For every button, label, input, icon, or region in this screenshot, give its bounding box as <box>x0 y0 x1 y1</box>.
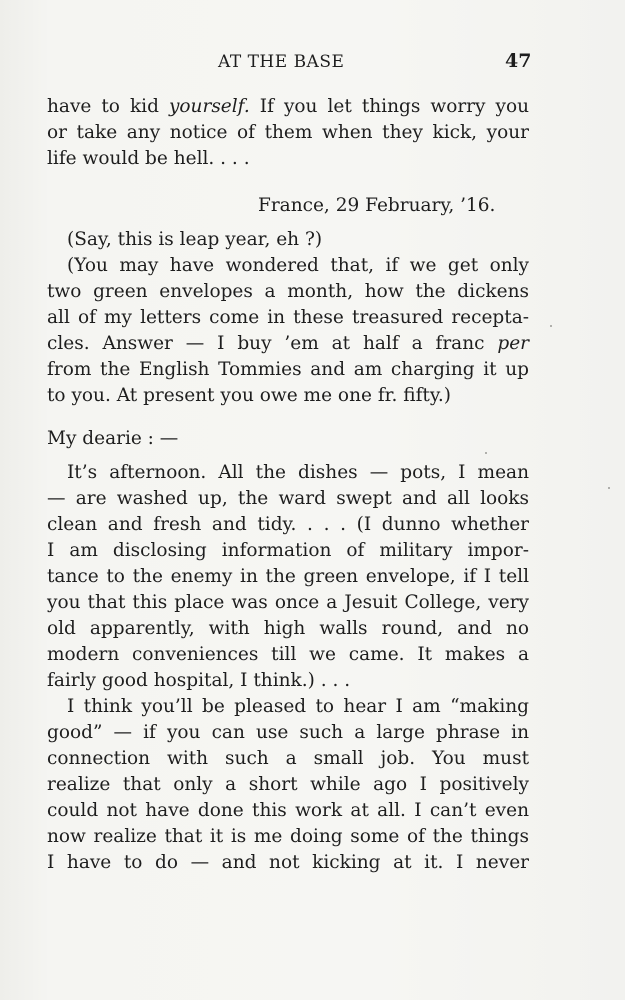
text-line: life would be hell. . . . <box>47 148 250 169</box>
text-line: tance to the enemy in the green envelope, if I tell <box>47 566 529 587</box>
paper-speck <box>485 452 487 454</box>
text-line: clean and fresh and tidy. . . . (I dunno whether <box>47 514 529 535</box>
text-line: all of my letters come in these treasured recepta- <box>47 307 529 328</box>
text-line: — are washed up, the ward swept and all looks <box>47 488 529 509</box>
paper-speck <box>608 487 610 489</box>
text-line: now realize that it is me doing some of the things <box>47 826 529 847</box>
text-line: fairly good hospital, I think.) . . . <box>47 670 351 691</box>
text-line: old apparently, with high walls round, and no <box>47 618 529 639</box>
paper-speck <box>550 325 552 327</box>
page-number: 47 <box>505 50 532 72</box>
text-line: It’s afternoon. All the dishes — pots, I mean <box>67 462 529 483</box>
text-line: (You may have wondered that, if we get only <box>67 255 529 276</box>
text-line: two green envelopes a month, how the dickens <box>47 281 529 302</box>
text-line: (Say, this is leap year, eh ?) <box>67 229 323 250</box>
running-head: AT THE BASE <box>218 52 345 72</box>
text-line: I think you’ll be pleased to hear I am “making <box>67 696 529 717</box>
text-line: connection with such a small job. You must <box>47 748 529 769</box>
text-line: from the English Tommies and am charging it up <box>47 359 529 380</box>
text-line: cles. Answer — I buy ’em at half a franc per <box>47 333 529 354</box>
text-line: have to kid yourself. If you let things worry you <box>47 96 529 117</box>
salutation: My dearie : — <box>47 428 179 449</box>
text-line: modern conveniences till we came. It makes a <box>47 644 529 665</box>
text-line: you that this place was once a Jesuit College, very <box>47 592 529 613</box>
text-line: could not have done this work at all. I can’t even <box>47 800 529 821</box>
text-line: to you. At present you owe me one fr. fifty.) <box>47 385 451 406</box>
dateline: France, 29 February, ’16. <box>258 195 496 216</box>
text-line: good” — if you can use such a large phrase in <box>47 722 529 743</box>
text-line: I am disclosing information of military impor- <box>47 540 529 561</box>
text-line: realize that only a short while ago I positively <box>47 774 529 795</box>
text-line: I have to do — and not kicking at it. I never <box>47 852 529 873</box>
text-line: or take any notice of them when they kick, your <box>47 122 529 143</box>
